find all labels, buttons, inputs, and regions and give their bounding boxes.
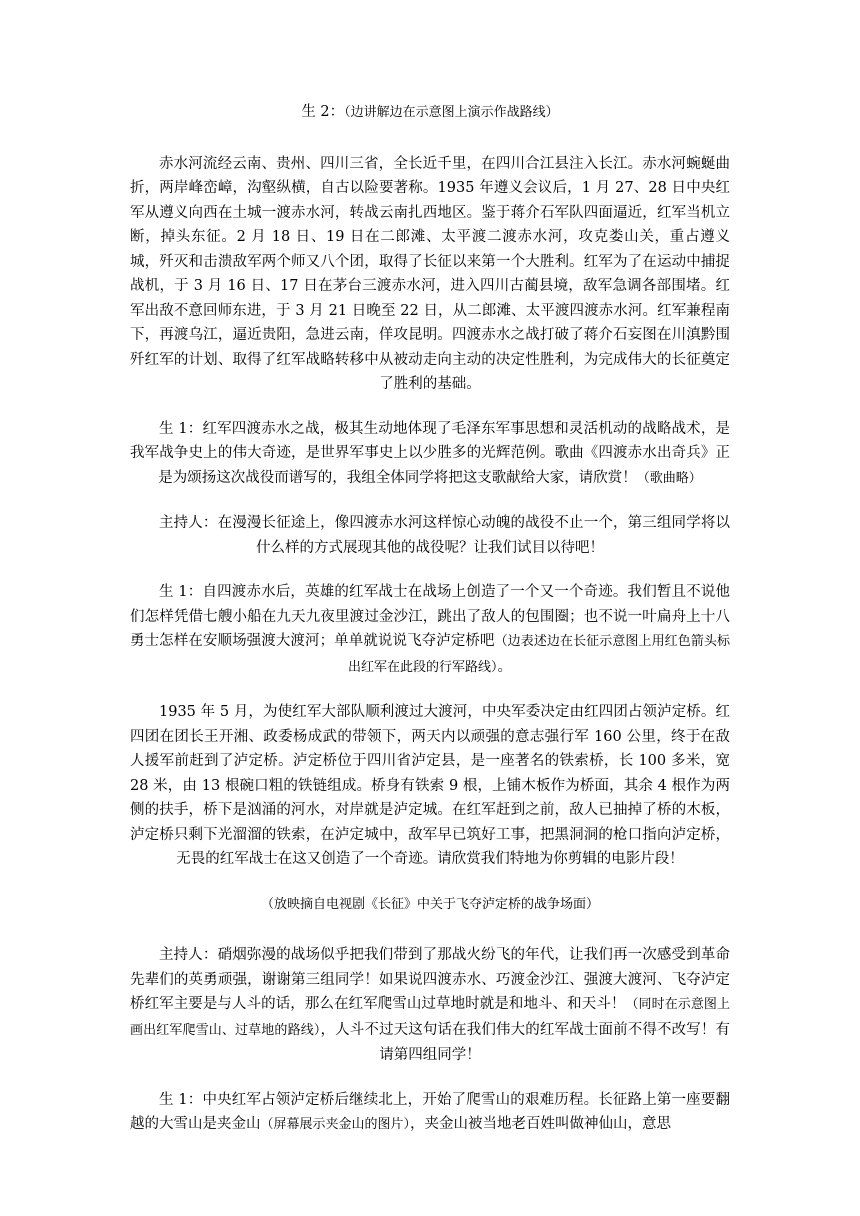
paragraph-student2-heading bbox=[130, 100, 730, 126]
paragraph-text: 生 1：中央红军占领泸定桥后继续北上，开始了爬雪山的艰难历程。长征路上第一座要翻越的大雪山是夹金山 bbox=[130, 1091, 730, 1132]
paragraph-chishui-history: 赤水河流经云南、贵州、四川三省，全长近千里，在四川合江县注入长江。赤水河蜿蜒曲折，两岸峰峦嶂，沟壑纵横，自古以险要著称。1935 年遵义会议后，1 月 27、28 日中央红军从遵义向西在土城一渡赤水河，转战云南扎西地区。鉴于蒋介石军队四面逼近，红军当机立断，掉头东征。2 月 18 日、19 日在二郎滩、太平渡二渡赤水河，攻克娄山关，重占遵义城，歼灭和击溃敌军两个师又八个团，取得了长征以来第一个大胜利。红军为了在运动中捕捉战机，于 3 月 16 日、17 日在茅台三渡赤水河，进入四川古蔺县境，敌军急调各部围堵。红军出敌不意回师东进，于 3 月 21 日晚至 22 日，从二郎滩、太平渡四渡赤水河。红军兼程南下，再渡乌江，逼近贵阳，急进云南，佯攻昆明。四渡赤水之战打破了蒋介石妄图在川滇黔围歼红军的计划、取得了红军战略转移中从被动走向主动的决定性胜利，为完成伟大的长征奠定了胜利的基础。 bbox=[130, 155, 730, 392]
stage-direction: （边表述边在长征示意图上用红色箭头标出红军在此段的行军路线） bbox=[347, 634, 730, 675]
stage-direction: （屏幕展示夹金山的图片） bbox=[260, 1117, 411, 1132]
paragraph-text-continued: ，夹金山被当地老百姓叫做神仙山，意思 bbox=[410, 1116, 672, 1132]
paragraph-luding-history: 1935 年 5 月，为使红军大部队顺利渡过大渡河，中央军委决定由红四团占领泸定桥。红四团在团长王开湘、政委杨成武的带领下，两天内以顽强的意志强行军 160 公里，终于在敌人援军前赶到了泸定桥。泸定桥位于四川省泸定县，是一座著名的铁索桥，长 100 多米，宽 28 米，由 13 根碗口粗的铁链组成。桥身有铁索 9 根，上铺木板作为桥面，其余 4 根作为两侧的扶手，桥下是汹涌的河水，对岸就是泸定城。在红军赶到之前，敌人已抽掉了桥的木板，泸定桥只剩下光溜溜的铁索，在泸定城中，敌军早已筑好工事，把黑洞洞的枪口指向泸定桥，无畏的红军战士在这又创造了一个奇迹。请欣赏我们特地为你剪辑的电影片段！ bbox=[130, 704, 730, 867]
stage-direction: （边讲解边在示意图上演示作战路线） bbox=[344, 105, 559, 120]
paragraph-host-transition-1: 主持人：在漫漫长征途上，像四渡赤水河这样惊心动魄的战役不止一个，第三组同学将以什么样的方式展现其他的战役呢？让我们试目以待吧！ bbox=[159, 515, 730, 556]
paragraph-text: 主持人：硝烟弥漫的战场似乎把我们带到了那战火纷飞的年代，让我们再一次感受到革命先辈们的英勇顽强，谢谢第三组同学！如果说四渡赤水、巧渡金沙江、强渡大渡河、飞夺泸定桥红军主要是与人斗的话，那么在红军爬雪山过草地时就是和地斗、和天斗！ bbox=[130, 947, 730, 1012]
paragraph-text: 生 1：自四渡赤水后，英雄的红军战士在战场上创造了一个又一个奇迹。我们暂且不说他们怎样凭借七艘小船在九天九夜里渡过金沙江，跳出了敌人的包围圈；也不说一叶扁舟上十八勇士怎样在安顺场强渡大渡河；单单就说说飞夺泸定桥吧 bbox=[130, 584, 730, 649]
document-page bbox=[130, 100, 730, 1158]
stage-direction: （同时在示意图上画出红军爬雪山、过草地的路线） bbox=[130, 997, 730, 1038]
stage-direction: （歌曲略） bbox=[636, 470, 702, 486]
paragraph-student1-luding-intro bbox=[130, 580, 730, 680]
speaker-label: 生 2： bbox=[301, 104, 345, 120]
paragraph-host-transition-2 bbox=[130, 943, 730, 1068]
paragraph-student1-song bbox=[130, 417, 730, 492]
paragraph-text-continued: ，人斗不过天这句话在我们伟大的红军战士面前不得不改写！有请第四组同学！ bbox=[320, 1021, 730, 1063]
paragraph-text: 生 1：红军四渡赤水之战，极其生动地体现了毛泽东军事思想和灵活机动的战略战术，是我军战争史上的伟大奇迹，是世界军事史上以少胜多的光辉范例。歌曲《四渡赤水出奇兵》正是为颂扬这次战役而谱写的，我组全体同学将把这支歌献给大家，请欣赏！ bbox=[130, 420, 730, 486]
stage-direction: （放映摘自电视剧《长征》中关于飞夺泸定桥的战争场面） bbox=[260, 896, 599, 912]
paragraph-student1-snow-mountain bbox=[130, 1088, 730, 1138]
paragraph-text-end: 。 bbox=[497, 658, 512, 675]
paragraph-film-direction bbox=[130, 892, 730, 918]
